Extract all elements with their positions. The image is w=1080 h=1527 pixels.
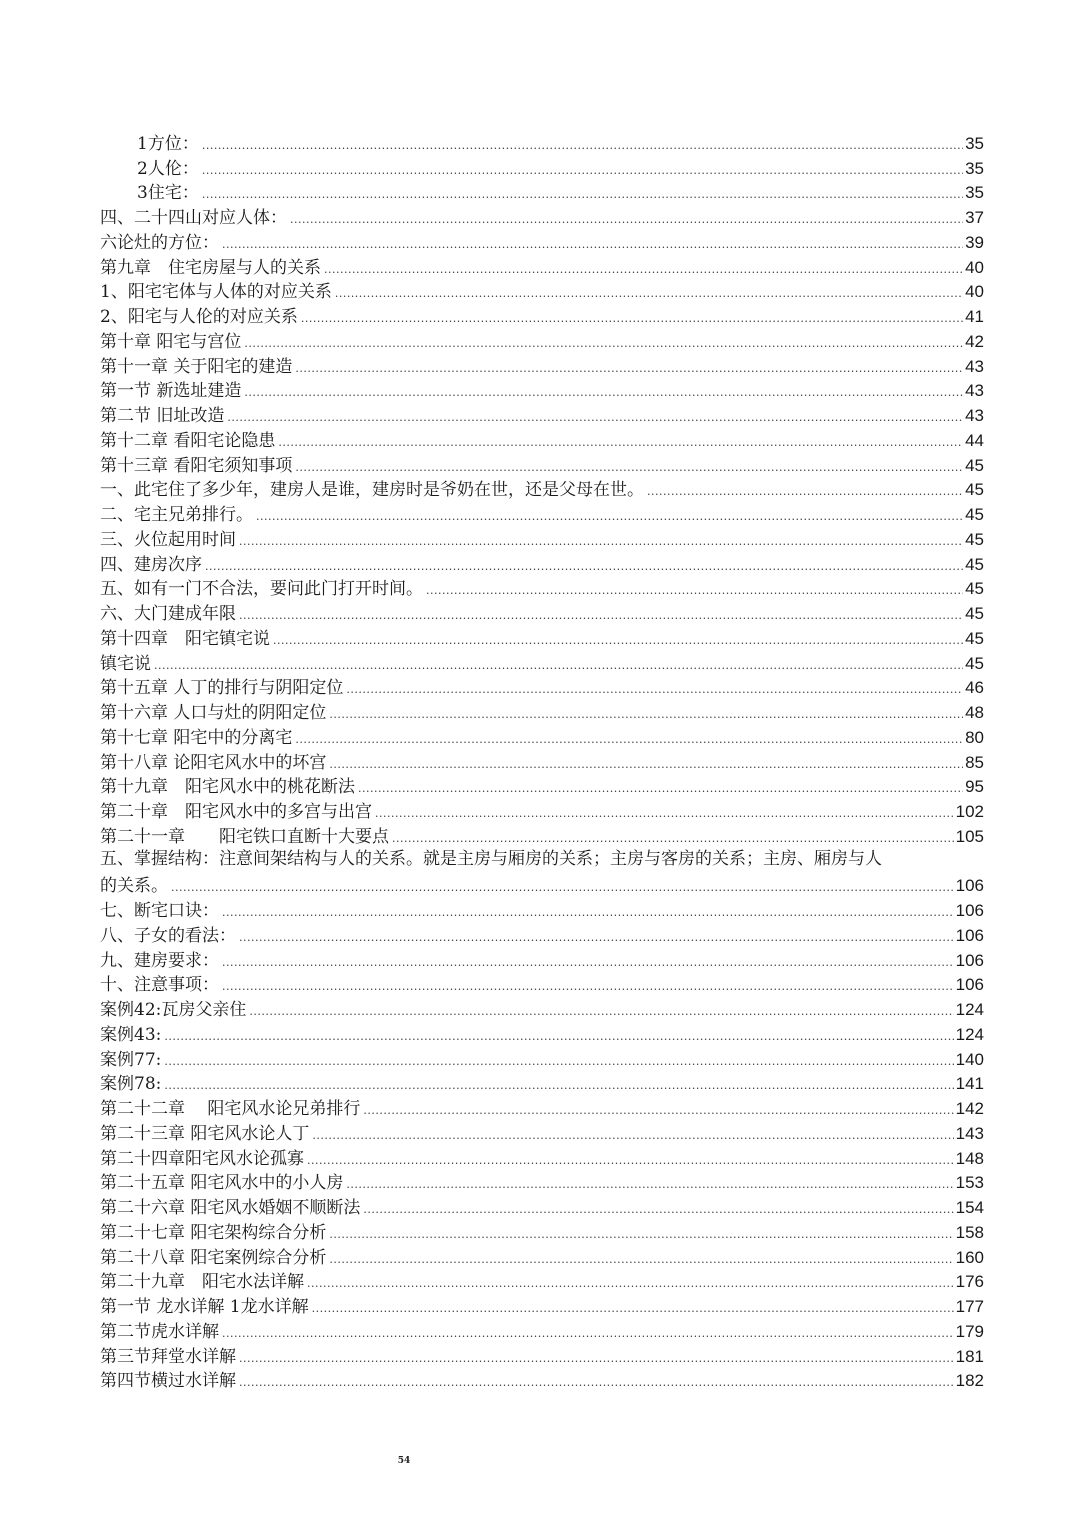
toc-entry[interactable]: [100, 254, 984, 279]
dot-leader: [205, 561, 963, 572]
toc-entry[interactable]: [100, 328, 984, 353]
dot-leader: [227, 412, 963, 423]
toc-entry-title: 第二十二章 阳宅风水论兄弟排行: [100, 1099, 361, 1119]
toc-entry-title: 镇宅说: [100, 653, 151, 674]
toc-entry[interactable]: [100, 625, 984, 650]
toc-entry[interactable]: [100, 551, 984, 576]
toc-entry-page: 39: [965, 232, 984, 252]
toc-entry-page: 106: [955, 925, 984, 945]
toc-entry-title: 第四节横过水详解: [100, 1371, 236, 1392]
toc-entry-page: 40: [965, 257, 984, 277]
toc-entry-title: 第二十三章 阳宅风水论人丁: [100, 1123, 310, 1144]
dot-leader: [164, 1080, 953, 1091]
toc-entry-title: 第三节拜堂水详解: [100, 1346, 236, 1367]
dot-leader: [329, 1229, 953, 1240]
toc-entry-title: 一、此宅住了多少年，建房人是谁，建房时是爷奶在世，还是父母在世。: [100, 480, 644, 501]
toc-entry-page: 45: [965, 628, 984, 648]
toc-entry-page: 45: [965, 455, 984, 475]
toc-entry[interactable]: [100, 353, 984, 378]
dot-leader: [290, 214, 963, 225]
toc-entry[interactable]: [100, 1293, 984, 1318]
toc-entry[interactable]: [100, 650, 984, 675]
toc-entry-title: 第二十四章阳宅风水论孤寡: [100, 1148, 304, 1169]
dot-leader: [295, 363, 963, 374]
toc-entry[interactable]: [100, 1244, 984, 1269]
toc-entry-page: 45: [965, 529, 984, 549]
dot-leader: [249, 1006, 953, 1017]
toc-entry-page: 35: [965, 133, 984, 153]
toc-entry[interactable]: [100, 873, 984, 898]
toc-entry-title: 二、宅主兄弟排行。: [100, 505, 253, 525]
toc-entry-page: 46: [965, 678, 984, 698]
toc-entry-title: 第十一章 关于阳宅的建造: [100, 356, 293, 377]
dot-leader: [239, 1353, 954, 1364]
toc-entry[interactable]: [100, 526, 984, 551]
toc-entry-title: 3住宅：: [137, 183, 199, 204]
toc-entry[interactable]: [100, 1194, 984, 1219]
dot-leader: [239, 536, 963, 547]
toc-entry-title: 的关系。: [100, 876, 168, 897]
toc-entry-page: 177: [955, 1297, 984, 1316]
dot-leader: [202, 140, 963, 151]
toc-entry-title: 第十章 阳宅与宫位: [100, 331, 242, 352]
toc-entry-page: 158: [955, 1222, 984, 1242]
toc-entry-page: 106: [955, 975, 984, 995]
toc-entry-page: 95: [965, 777, 984, 797]
toc-entry-title: 第二十章 阳宅风水中的多宫与出宫: [100, 802, 372, 822]
dot-leader: [273, 635, 963, 646]
toc-entry[interactable]: [100, 848, 984, 873]
toc-entry-page: 106: [955, 876, 984, 896]
dot-leader: [154, 660, 963, 671]
toc-entry-page: 44: [965, 430, 984, 450]
toc-entry[interactable]: [100, 1219, 984, 1244]
dot-leader: [222, 239, 963, 250]
toc-entry-title: 第一节 新选址建造: [100, 381, 242, 402]
toc-entry[interactable]: [100, 972, 984, 997]
toc-entry-page: 45: [965, 653, 984, 673]
toc-entry[interactable]: [100, 155, 984, 180]
toc-entry[interactable]: [100, 798, 984, 823]
toc-entry[interactable]: [100, 699, 984, 724]
dot-leader: [363, 1204, 953, 1215]
toc-entry[interactable]: [100, 1368, 984, 1393]
toc-entry[interactable]: [100, 1120, 984, 1145]
toc-entry-page: 40: [965, 282, 984, 302]
toc-entry-title: 1、阳宅宅体与人体的对应关系: [100, 282, 332, 303]
toc-entry-page: 43: [965, 356, 984, 376]
toc-entry-page: 43: [965, 406, 984, 425]
toc-entry-title: 第十八章 论阳宅风水中的坏宫: [100, 752, 327, 773]
toc-entry-page: 45: [965, 480, 984, 500]
toc-entry-title: 第二十六章 阳宅风水婚姻不顺断法: [100, 1198, 361, 1218]
dot-leader: [301, 313, 963, 324]
toc-entry-title: 第十三章 看阳宅须知事项: [100, 455, 293, 476]
toc-entry[interactable]: [100, 1170, 984, 1195]
toc-entry-page: 148: [955, 1148, 984, 1168]
toc-entry-title: 七、断宅口诀：: [100, 901, 219, 921]
toc-entry-title: 第二十五章 阳宅风水中的小人房: [100, 1173, 344, 1194]
toc-entry-page: 37: [965, 208, 984, 227]
toc-entry-title: 四、建房次序: [100, 554, 202, 575]
toc-entry-title: 第十五章 人丁的排行与阴阳定位: [100, 678, 344, 699]
dot-leader: [202, 189, 963, 200]
dot-leader: [202, 165, 963, 176]
toc-entry-title: 五、掌握结构：注意间架结构与人的关系。就是主房与厢房的关系；主房与客房的关系；主房、厢房与人: [100, 848, 882, 869]
toc-entry[interactable]: [100, 897, 984, 922]
toc-entry-title: 第九章 住宅房屋与人的关系: [100, 257, 321, 278]
toc-entry[interactable]: [100, 1095, 984, 1120]
toc-entry[interactable]: [100, 204, 984, 229]
dot-leader: [222, 981, 954, 992]
dot-leader: [222, 957, 954, 968]
toc-entry[interactable]: [100, 130, 984, 155]
toc-entry-page: 48: [965, 703, 984, 722]
toc-entry-title: 2、阳宅与人伦的对应关系: [100, 307, 298, 327]
toc-entry-page: 124: [955, 1000, 984, 1019]
toc-entry-page: 141: [955, 1074, 984, 1094]
toc-entry[interactable]: [100, 303, 984, 328]
toc-entry-title: 四、二十四山对应人体：: [100, 208, 287, 228]
toc-entry-title: 第十六章 人口与灶的阴阳定位: [100, 703, 327, 723]
toc-entry-title: 案例78:: [100, 1074, 162, 1095]
dot-leader: [329, 759, 963, 770]
dot-leader: [307, 1155, 954, 1166]
toc-entry-page: 143: [955, 1123, 984, 1143]
dot-leader: [329, 709, 963, 720]
toc-entry[interactable]: [100, 1269, 984, 1294]
toc-entry[interactable]: [100, 576, 984, 601]
dot-leader: [363, 1105, 953, 1116]
dot-leader: [312, 1303, 954, 1314]
toc-entry-title: 八、子女的看法：: [100, 925, 236, 946]
dot-leader: [256, 511, 963, 522]
toc-entry-page: 102: [955, 802, 984, 821]
toc-entry[interactable]: [100, 947, 984, 972]
toc-entry-page: 45: [965, 554, 984, 574]
toc-entry-title: 第十七章 阳宅中的分离宅: [100, 727, 293, 748]
toc-entry[interactable]: [100, 749, 984, 774]
dot-leader: [239, 1377, 954, 1388]
dot-leader: [239, 610, 963, 621]
toc-entry[interactable]: [100, 1343, 984, 1368]
toc-entry-page: 105: [955, 826, 984, 846]
dot-leader: [295, 462, 963, 473]
toc-entry-page: 45: [965, 505, 984, 524]
toc-entry[interactable]: [100, 229, 984, 254]
toc-entry-page: 45: [965, 604, 984, 623]
toc-entry[interactable]: [100, 1071, 984, 1096]
toc-entry-page: 85: [965, 752, 984, 772]
toc-entry-title: 六论灶的方位：: [100, 232, 219, 253]
toc-entry-page: 106: [955, 950, 984, 970]
toc-entry[interactable]: [100, 501, 984, 526]
dot-leader: [324, 264, 963, 275]
toc-entry-page: 181: [955, 1346, 984, 1366]
toc-entry-title: 案例42:瓦房父亲住: [100, 1000, 247, 1020]
toc-entry[interactable]: [100, 774, 984, 799]
dot-leader: [244, 338, 963, 349]
table-of-contents: [100, 130, 984, 1392]
toc-entry[interactable]: [100, 1046, 984, 1071]
toc-entry-title: 1方位：: [137, 133, 199, 154]
toc-entry-title: 案例77:: [100, 1049, 162, 1070]
dot-leader: [392, 833, 954, 844]
dot-leader: [239, 932, 954, 943]
dot-leader: [312, 1130, 953, 1141]
toc-entry-title: 九、建房要求：: [100, 950, 219, 971]
toc-entry[interactable]: [100, 427, 984, 452]
toc-entry[interactable]: [100, 1145, 984, 1170]
toc-entry[interactable]: [100, 675, 984, 700]
dot-leader: [335, 288, 963, 299]
toc-entry-title: 十、注意事项：: [100, 975, 219, 996]
dot-leader: [346, 684, 963, 695]
toc-entry-page: 35: [965, 158, 984, 178]
dot-leader: [295, 734, 963, 745]
toc-entry-page: 42: [965, 331, 984, 351]
toc-entry-title: 案例43:: [100, 1024, 162, 1045]
toc-entry-title: 第一节 龙水详解 1龙水详解: [100, 1297, 309, 1317]
toc-entry[interactable]: [100, 600, 984, 625]
toc-entry-title: 第十九章 阳宅风水中的桃花断法: [100, 777, 355, 798]
toc-entry-page: 106: [955, 901, 984, 920]
dot-leader: [346, 1179, 953, 1190]
toc-entry-title: 五、如有一门不合法，要问此门打开时间。: [100, 579, 423, 600]
toc-entry[interactable]: [100, 402, 984, 427]
toc-entry-page: 35: [965, 183, 984, 203]
toc-entry-title: 第十二章 看阳宅论隐患: [100, 430, 276, 451]
dot-leader: [164, 1056, 953, 1067]
toc-entry[interactable]: [100, 724, 984, 749]
toc-entry-page: 43: [965, 381, 984, 401]
toc-entry[interactable]: [100, 180, 984, 205]
toc-entry-page: 140: [955, 1049, 984, 1069]
toc-entry-page: 153: [955, 1173, 984, 1193]
toc-entry-title: 第十四章 阳宅镇宅说: [100, 628, 270, 649]
dot-leader: [358, 783, 963, 794]
toc-entry-title: 六、大门建成年限: [100, 604, 236, 624]
toc-entry-title: 第二十九章 阳宅水法详解: [100, 1272, 304, 1293]
toc-entry[interactable]: [100, 922, 984, 947]
toc-entry-page: 45: [965, 579, 984, 599]
page-number: 54: [397, 1456, 411, 1466]
toc-entry-title: 2人伦：: [137, 158, 199, 179]
toc-entry[interactable]: [100, 477, 984, 502]
toc-entry-title: 第二十八章 阳宅案例综合分析: [100, 1247, 327, 1268]
toc-entry-title: 第二十七章 阳宅架构综合分析: [100, 1222, 327, 1243]
dot-leader: [329, 1254, 953, 1265]
dot-leader: [171, 882, 954, 893]
toc-entry-title: 三、火位起用时间: [100, 529, 236, 550]
toc-entry-title: 第二节 旧址改造: [100, 406, 225, 426]
toc-entry-title: 第二节虎水详解: [100, 1321, 219, 1342]
toc-entry-page: 160: [955, 1247, 984, 1267]
toc-entry[interactable]: [100, 279, 984, 304]
toc-entry[interactable]: [100, 1318, 984, 1343]
toc-entry[interactable]: [100, 996, 984, 1021]
dot-leader: [222, 1328, 954, 1339]
dot-leader: [426, 585, 963, 596]
dot-leader: [375, 808, 954, 819]
toc-entry-page: 80: [965, 727, 984, 747]
toc-entry-title: 第二十一章 阳宅铁口直断十大要点: [100, 826, 389, 847]
toc-entry-page: 124: [955, 1024, 984, 1044]
dot-leader: [307, 1278, 954, 1289]
toc-entry-page: 154: [955, 1198, 984, 1217]
toc-entry-page: 179: [955, 1321, 984, 1341]
toc-entry[interactable]: [100, 452, 984, 477]
toc-entry[interactable]: [100, 823, 984, 848]
toc-entry[interactable]: [100, 1021, 984, 1046]
toc-entry-page: 142: [955, 1099, 984, 1118]
toc-entry-page: 176: [955, 1272, 984, 1292]
dot-leader: [278, 437, 963, 448]
toc-entry[interactable]: [100, 378, 984, 403]
toc-entry-page: 41: [965, 307, 984, 326]
dot-leader: [244, 387, 963, 398]
toc-entry-page: 182: [955, 1371, 984, 1391]
dot-leader: [164, 1031, 953, 1042]
dot-leader: [647, 486, 963, 497]
dot-leader: [222, 907, 954, 918]
